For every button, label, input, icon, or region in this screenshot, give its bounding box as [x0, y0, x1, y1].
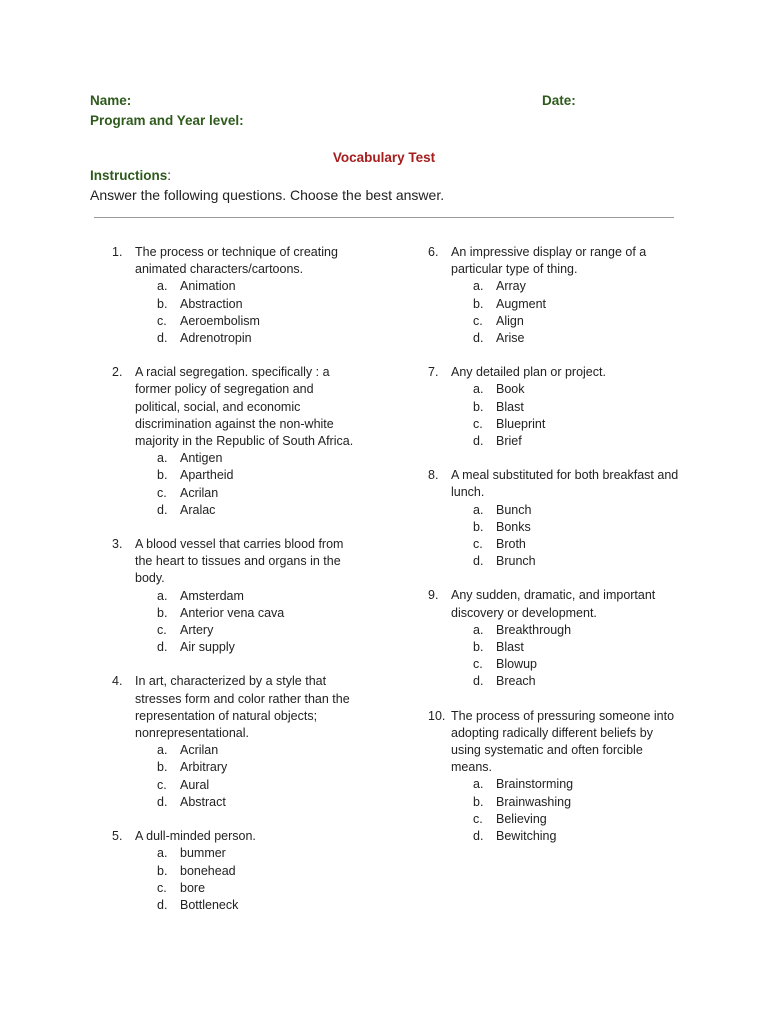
answer-option	[451, 553, 680, 570]
question-text: The process of pressuring someone into adopting radically different beliefs by using systematic and often forcible means.	[451, 708, 675, 775]
option-text: Anterior vena cava	[180, 605, 285, 620]
option-text: Bunch	[496, 502, 532, 517]
answer-option	[135, 777, 362, 794]
question-item	[428, 467, 680, 570]
option-text: bonehead	[180, 863, 236, 878]
question-item	[112, 244, 362, 347]
answer-option	[451, 330, 680, 347]
option-letter: c.	[157, 880, 167, 895]
option-text: Arbitrary	[180, 760, 228, 775]
option-letter: d.	[157, 794, 168, 809]
answer-option	[135, 880, 362, 897]
option-letter: d.	[473, 674, 484, 689]
option-letter: a.	[473, 382, 484, 397]
question-number: 5.	[112, 829, 123, 844]
option-text: Aural	[180, 777, 210, 792]
option-letter: b.	[157, 605, 168, 620]
option-text: Blast	[496, 640, 524, 655]
option-text: Book	[496, 382, 525, 397]
option-text: Brunch	[496, 554, 536, 569]
answer-option	[451, 794, 680, 811]
question-number: 1.	[112, 245, 123, 259]
question-number: 6.	[428, 245, 439, 259]
answer-option	[135, 330, 362, 347]
option-text: Brief	[496, 434, 522, 449]
option-text: bummer	[180, 846, 226, 861]
question-text: A racial segregation. specifically : a former policy of segregation and political, social, and economic discrimination against the non-white majority in the Republic of South Africa.	[135, 365, 354, 449]
option-letter: c.	[157, 777, 167, 792]
answer-option	[135, 588, 362, 605]
question-item	[428, 364, 680, 450]
option-text: Animation	[180, 279, 236, 294]
option-letter: d.	[157, 502, 168, 517]
option-letter: c.	[473, 811, 483, 826]
option-letter: a.	[473, 777, 484, 792]
option-text: Bewitching	[496, 829, 557, 844]
instructions-heading	[90, 168, 171, 183]
answer-option	[135, 759, 362, 776]
question-item	[428, 708, 680, 846]
question-number: 4.	[112, 674, 123, 689]
answer-option	[135, 485, 362, 502]
question-number: 3.	[112, 537, 123, 552]
option-text: Antigen	[180, 451, 223, 466]
instructions-label: Instructions	[90, 168, 168, 183]
instructions-text: Answer the following questions. Choose the best answer.	[90, 187, 445, 203]
answer-option	[135, 450, 362, 467]
question-number: 10.	[428, 708, 446, 723]
answer-option	[451, 639, 680, 656]
option-letter: d.	[157, 897, 168, 912]
answer-option	[135, 296, 362, 313]
name-label: Name:	[90, 93, 132, 108]
option-letter: c.	[157, 623, 167, 638]
answer-option	[135, 863, 362, 880]
answer-option	[451, 536, 680, 553]
answer-option	[135, 622, 362, 639]
option-letter: b.	[157, 863, 168, 878]
option-text: Believing	[496, 811, 547, 826]
answer-option	[451, 656, 680, 673]
instructions-colon: :	[167, 168, 172, 183]
option-letter: d.	[157, 640, 168, 655]
option-text: Air supply	[180, 640, 235, 655]
option-letter: d.	[473, 434, 484, 449]
option-letter: c.	[473, 313, 483, 328]
question-text: A meal substituted for both breakfast and lunch.	[451, 468, 679, 500]
option-letter: b.	[473, 519, 484, 534]
question-text: Any detailed plan or project.	[451, 365, 606, 380]
option-text: Breakthrough	[496, 622, 572, 637]
option-letter: d.	[473, 331, 484, 346]
option-letter: b.	[473, 296, 484, 311]
option-letter: c.	[157, 313, 167, 328]
question-text: An impressive display or range of a particular type of thing.	[451, 245, 647, 277]
answer-option	[451, 811, 680, 828]
option-letter: c.	[473, 657, 483, 672]
option-text: Acrilan	[180, 485, 219, 500]
answer-option	[451, 278, 680, 295]
answer-option	[451, 313, 680, 330]
option-text: Broth	[496, 537, 526, 552]
option-text: Arise	[496, 331, 525, 346]
option-text: Abstract	[180, 794, 226, 809]
option-text: Apartheid	[180, 468, 234, 483]
option-letter: a.	[473, 622, 484, 637]
answer-option	[451, 399, 680, 416]
answer-option	[451, 433, 680, 450]
option-letter: c.	[473, 537, 483, 552]
answer-option	[451, 828, 680, 845]
question-text: The process or technique of creating animated characters/cartoons.	[135, 245, 338, 277]
answer-option	[451, 519, 680, 536]
option-text: Blast	[496, 399, 524, 414]
option-letter: b.	[473, 794, 484, 809]
question-item	[112, 364, 362, 519]
answer-option	[451, 296, 680, 313]
answer-option	[135, 845, 362, 862]
option-text: Breach	[496, 674, 536, 689]
option-letter: b.	[473, 640, 484, 655]
program-year-label: Program and Year level:	[90, 113, 244, 128]
option-text: Bonks	[496, 519, 531, 534]
question-item	[112, 828, 362, 914]
option-text: Augment	[496, 296, 547, 311]
question-number: 2.	[112, 365, 123, 380]
option-text: Blueprint	[496, 416, 546, 431]
option-text: bore	[180, 880, 206, 895]
option-letter: a.	[157, 588, 168, 603]
option-text: Blowup	[496, 657, 537, 672]
question-text: Any sudden, dramatic, and important discovery or development.	[451, 588, 656, 620]
answer-option	[135, 897, 362, 914]
answer-option	[135, 639, 362, 656]
question-item	[428, 244, 680, 347]
answer-option	[135, 502, 362, 519]
option-text: Aralac	[180, 502, 216, 517]
option-letter: a.	[157, 279, 168, 294]
option-letter: a.	[473, 502, 484, 517]
option-letter: b.	[157, 760, 168, 775]
option-text: Brainstorming	[496, 777, 574, 792]
option-letter: b.	[157, 468, 168, 483]
answer-option	[135, 794, 362, 811]
answer-option	[451, 502, 680, 519]
option-text: Adrenotropin	[180, 331, 252, 346]
answer-option	[135, 605, 362, 622]
option-text: Array	[496, 279, 526, 294]
question-text: In art, characterized by a style that stresses form and color rather than the representation of natural objects; nonrepresentational.	[135, 674, 350, 741]
option-text: Amsterdam	[180, 588, 244, 603]
answer-option	[135, 313, 362, 330]
option-letter: a.	[157, 451, 168, 466]
option-letter: c.	[473, 416, 483, 431]
test-title: Vocabulary Test	[332, 150, 436, 165]
question-number: 7.	[428, 365, 439, 380]
question-number: 9.	[428, 588, 439, 603]
option-text: Artery	[180, 623, 214, 638]
option-text: Abstraction	[180, 296, 243, 311]
answer-option	[135, 467, 362, 484]
question-item	[112, 536, 362, 656]
question-text: A blood vessel that carries blood from the heart to tissues and organs in the body.	[135, 537, 344, 586]
answer-option	[451, 416, 680, 433]
answer-option	[451, 622, 680, 639]
option-letter: a.	[157, 743, 168, 758]
option-letter: b.	[473, 399, 484, 414]
option-letter: d.	[473, 829, 484, 844]
option-letter: b.	[157, 296, 168, 311]
option-letter: a.	[157, 846, 168, 861]
date-label: Date:	[542, 93, 576, 108]
answer-option	[135, 278, 362, 295]
question-item	[428, 587, 680, 690]
answer-option	[451, 776, 680, 793]
option-letter: d.	[157, 331, 168, 346]
option-text: Aeroembolism	[180, 313, 260, 328]
answer-option	[451, 381, 680, 398]
question-item	[112, 673, 362, 811]
option-letter: d.	[473, 554, 484, 569]
question-number: 8.	[428, 468, 439, 483]
option-letter: a.	[473, 279, 484, 294]
option-letter: c.	[157, 485, 167, 500]
option-text: Acrilan	[180, 743, 219, 758]
questions-column-right	[428, 244, 680, 862]
option-text: Brainwashing	[496, 794, 572, 809]
answer-option	[451, 673, 680, 690]
option-text: Align	[496, 313, 524, 328]
option-text: Bottleneck	[180, 897, 239, 912]
divider-line	[94, 217, 674, 218]
question-text: A dull-minded person.	[135, 829, 256, 844]
questions-column-left	[112, 244, 362, 931]
answer-option	[135, 742, 362, 759]
